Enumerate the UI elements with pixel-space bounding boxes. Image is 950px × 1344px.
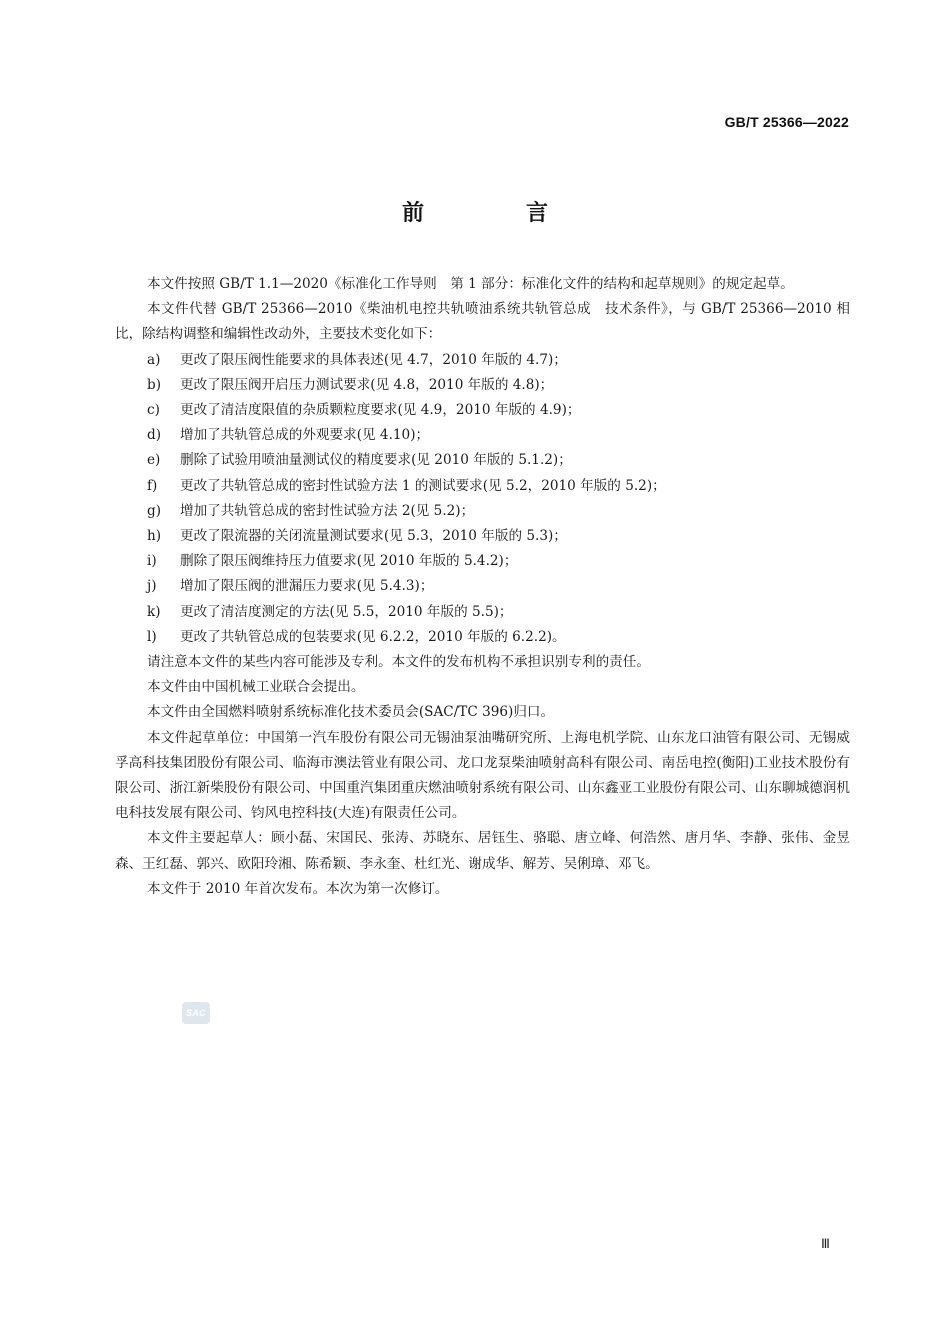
- page-title: 前 言: [401, 201, 588, 226]
- list-item: [115, 373, 850, 398]
- list-item: [115, 474, 850, 499]
- patent-notice-paragraph: 请注意本文件的某些内容可能涉及专利。本文件的发布机构不承担识别专利的责任。: [147, 654, 650, 671]
- replacement-paragraph: 本文件代替 GB/T 25366—2010《柴油机电控共轨喷油系统共轨管总成 技术条件》，与 GB/T 25366—2010 相比，除结构调整和编辑性改动外，主要技术变化如下：: [115, 301, 850, 343]
- list-item-marker: l): [147, 628, 157, 645]
- list-item: [115, 524, 850, 549]
- list-item-text: 更改了共轨管总成的包装要求(见 6.2.2，2010 年版的 6.2.2)。: [180, 628, 566, 645]
- changes-list: [115, 348, 850, 650]
- list-item: [115, 600, 850, 625]
- list-item-text: 更改了限压阀开启压力测试要求(见 4.8，2010 年版的 4.8)；: [180, 376, 554, 393]
- list-item-text: 更改了共轨管总成的密封性试验方法 1 的测试要求(见 5.2，2010 年版的 5.2)；: [180, 477, 666, 494]
- list-item-marker: j): [147, 578, 157, 595]
- list-item: [115, 625, 850, 650]
- list-item-text: 更改了限流器的关闭流量测试要求(见 5.3，2010 年版的 5.3)；: [180, 528, 567, 545]
- list-item: [115, 499, 850, 524]
- proposer-paragraph: 本文件由中国机械工业联合会提出。: [147, 679, 365, 696]
- list-item-text: 增加了共轨管总成的密封性试验方法 2(见 5.2)；: [180, 502, 475, 519]
- list-item-marker: f): [147, 477, 158, 494]
- document-body: [115, 272, 850, 902]
- list-item-marker: k): [147, 603, 161, 620]
- drafters-paragraph: 本文件主要起草人：顾小磊、宋国民、张涛、苏晓东、居钰生、骆聪、唐立峰、何浩然、唐月华、李静、张伟、金昱森、王红磊、郭兴、欧阳玲湘、陈希颖、李永奎、杜红光、谢成华、解芳、吴俐璋、邓飞。: [115, 830, 850, 872]
- list-item-marker: c): [147, 402, 160, 419]
- list-item-marker: d): [147, 427, 162, 444]
- committee-paragraph: 本文件由全国燃料喷射系统标准化技术委员会(SAC/TC 396)归口。: [147, 704, 555, 721]
- list-item: [115, 448, 850, 473]
- page-number: Ⅲ: [821, 1236, 830, 1251]
- list-item-text: 更改了清洁度限值的杂质颗粒度要求(见 4.9，2010 年版的 4.9)；: [180, 402, 581, 419]
- list-item-text: 增加了共轨管总成的外观要求(见 4.10)；: [180, 427, 430, 444]
- list-item: [115, 423, 850, 448]
- list-item-marker: g): [147, 502, 162, 519]
- list-item-text: 删除了限压阀维持压力值要求(见 2010 年版的 5.4.2)；: [180, 553, 518, 570]
- sac-logo: SAC: [182, 1002, 210, 1024]
- list-item-text: 更改了限压阀性能要求的具体表述(见 4.7，2010 年版的 4.7)；: [180, 351, 567, 368]
- drafting-units-paragraph: 本文件起草单位：中国第一汽车股份有限公司无锡油泵油嘴研究所、上海电机学院、山东龙口油管有限公司、无锡威孚高科技集团股份有限公司、临海市澳法管业有限公司、龙口龙泵柴油喷射高科有限公司、南岳电控(衡阳)工业技术股份有限公司、浙江新柴股份有限公司、中国重汽集团重庆燃油喷射系统有限公司、山东鑫亚工业股份有限公司、山东聊城德润机电科技发展有限公司、钧风电控科技(大连)有限责任公司。: [115, 729, 850, 822]
- list-item-marker: i): [147, 553, 157, 570]
- list-item-marker: b): [147, 376, 162, 393]
- list-item-marker: a): [147, 351, 161, 368]
- list-item: [115, 574, 850, 599]
- publication-history-paragraph: 本文件于 2010 年首次发布。本次为第一次修订。: [147, 880, 449, 897]
- list-item: [115, 348, 850, 373]
- list-item-text: 更改了清洁度测定的方法(见 5.5，2010 年版的 5.5)；: [180, 603, 513, 620]
- list-item-marker: h): [147, 528, 162, 545]
- list-item-marker: e): [147, 452, 161, 469]
- drafting-rules-paragraph: 本文件按照 GB/T 1.1—2020《标准化工作导则 第 1 部分：标准化文件的结构和起草规则》的规定起草。: [147, 276, 794, 292]
- list-item-text: 增加了限压阀的泄漏压力要求(见 5.4.3)；: [180, 578, 434, 595]
- list-item-text: 删除了试验用喷油量测试仪的精度要求(见 2010 年版的 5.1.2)；: [180, 452, 572, 469]
- list-item: [115, 398, 850, 423]
- list-item: [115, 549, 850, 574]
- standard-number: GB/T 25366—2022: [724, 114, 849, 130]
